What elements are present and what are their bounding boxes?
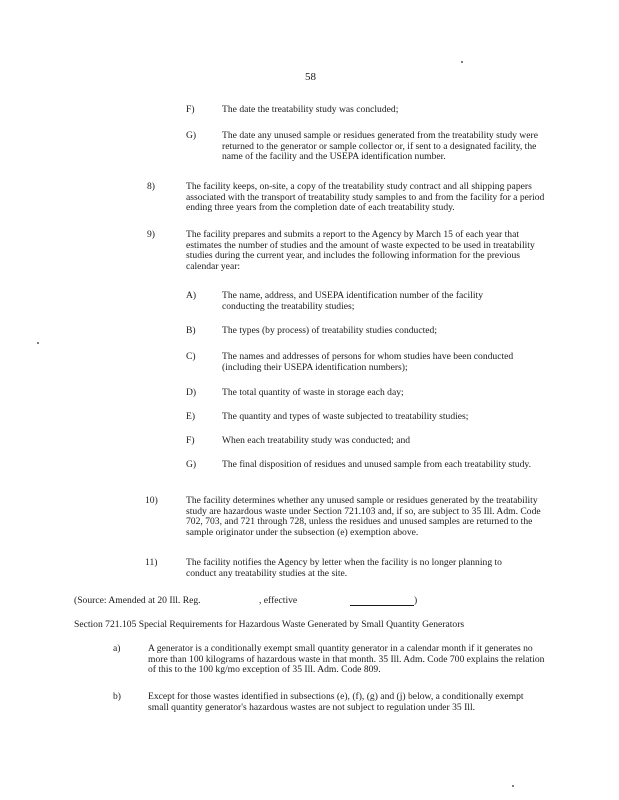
subitem-e-text: The quantity and types of waste subjected to treatability studies;: [222, 411, 469, 422]
subsection-a-text: A generator is a conditionally exempt small quantity generator in a calendar month if it generates no more than 100 kilograms of hazardous waste in that month. 35 Ill. Adm. Code 700 explains the relation of this to the 100 kg/mo exception of 35 Ill. Adm. Code 809.: [148, 643, 545, 676]
subitem-a-label: A): [186, 290, 197, 301]
subitem-d-label: D): [186, 387, 197, 398]
item-g-label: G): [186, 130, 197, 141]
item-9-label: 9): [147, 229, 155, 240]
item-8-text: The facility keeps, on-site, a copy of the treatability study contract and all shipping papers associated with the transport of treatability study samples to and from the facility for a period ending three years from the completion date of each treatability study.: [186, 181, 545, 214]
page-number: 58: [305, 71, 316, 83]
scan-speck: [461, 61, 463, 63]
subitem-b-label: B): [186, 325, 196, 336]
scan-speck: [512, 785, 514, 787]
scan-speck: [37, 342, 39, 344]
source-effective: , effective: [259, 595, 298, 606]
subitem-f-text: When each treatability study was conducted; and: [222, 435, 411, 446]
item-f-label: F): [186, 104, 195, 115]
source-suffix: ): [414, 595, 418, 606]
subitem-e-label: E): [186, 411, 196, 422]
item-f-text: The date the treatability study was concluded;: [222, 104, 399, 115]
subitem-d-text: The total quantity of waste in storage each day;: [222, 387, 404, 398]
subitem-c-label: C): [186, 351, 196, 362]
subitem-b-text: The types (by process) of treatability studies conducted;: [222, 325, 437, 336]
source-date-blank: [350, 605, 414, 606]
item-10-label: 10): [145, 495, 158, 506]
subsection-b-text: Except for those wastes identified in subsections (e), (f), (g) and (j) below, a conditionally exempt small quantity generator's hazardous wastes are not subject to regulation under 35 Ill.: [148, 691, 524, 713]
subsection-a-label: a): [113, 643, 121, 654]
item-11-text: The facility notifies the Agency by letter when the facility is no longer planning to conduct any treatability studies at the site.: [186, 557, 502, 579]
subitem-c-text: The names and addresses of persons for whom studies have been conducted (including their USEPA identification numbers);: [222, 351, 514, 373]
subsection-b-label: b): [113, 691, 121, 702]
source-prefix: (Source: Amended at 20 Ill. Reg.: [74, 595, 201, 606]
item-10-text: The facility determines whether any unused sample or residues generated by the treatability study are hazardous waste under Section 721.103 and, if so, are subject to 35 Ill. Adm. Code 702, 703, and 721 through 728, unless the residues and unused samples are returned to the sample originator under the subsection (e) exemption above.: [186, 495, 541, 538]
subitem-g-text: The final disposition of residues and unused sample from each treatability study.: [222, 459, 531, 470]
subitem-a-text: The name, address, and USEPA identification number of the facility conducting the treatability studies;: [222, 290, 484, 312]
item-11-label: 11): [145, 557, 158, 568]
section-heading: Section 721.105 Special Requirements for Hazardous Waste Generated by Small Quantity Generators: [74, 619, 465, 630]
item-8-label: 8): [147, 181, 155, 192]
subitem-g-label: G): [186, 459, 197, 470]
item-g-text: The date any unused sample or residues generated from the treatability study were returned to the generator or sample collector or, if sent to a designated facility, the name of the facility and the USEPA identification number.: [222, 130, 538, 163]
subitem-f-label: F): [186, 435, 195, 446]
item-9-text: The facility prepares and submits a report to the Agency by March 15 of each year that estimates the number of studies and the amount of waste expected to be used in treatability studies during the current year, and includes the following information for the previous calendar year:: [186, 229, 535, 272]
